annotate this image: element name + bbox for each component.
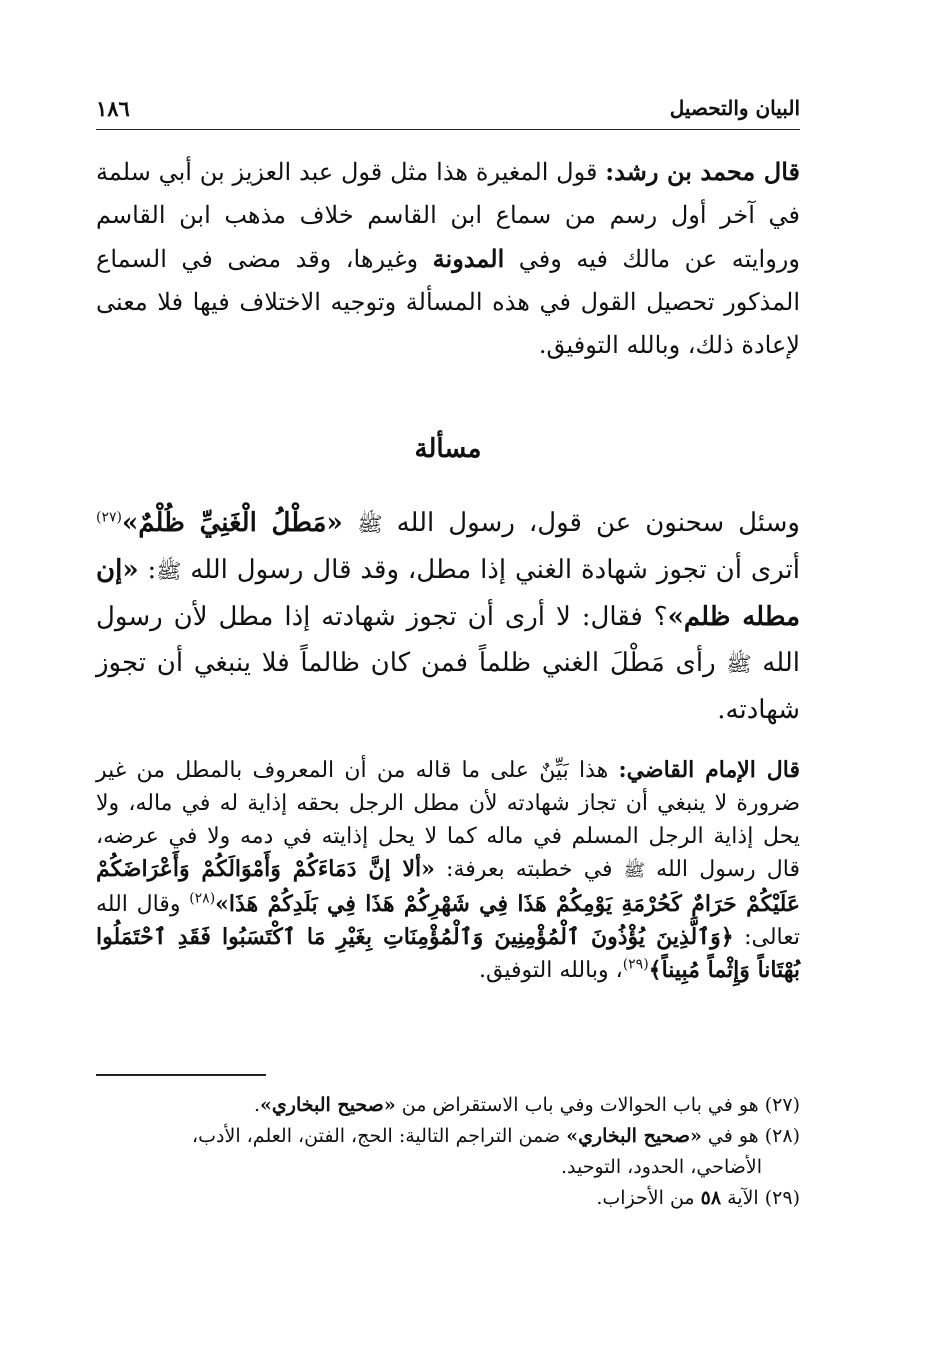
quran-verse: ﴿وَٱلَّذِينَ يُؤْذُونَ ٱلْمُؤْمِنِينَ وَٱلْمُؤْمِنَاتِ بِغَيْرِ مَا ٱكْتَسَبُوا فَقَدِ ٱحْتَمَلُوا بُهْتَاناً وَإِثْماً مُبِيناً﴾ — [96, 924, 800, 983]
paragraph-text: ؟ فقال: لا أرى أن تجوز شهادته إذا مطل لأن رسول الله — [96, 602, 800, 678]
paragraph-commentary-1 — [96, 150, 800, 367]
salutation-glyph: ﷺ — [623, 861, 645, 881]
footnote-29 — [96, 1183, 800, 1214]
running-title: البيان والتحصيل — [669, 96, 800, 120]
hadith-quote: «إن مطله ظلم» — [96, 555, 800, 632]
speaker-label: قال الإمام القاضي: — [618, 757, 801, 783]
page-number: ١٨٦ — [96, 95, 130, 121]
footnote-text: ضمن التراجم التالية: الحج، الفتن، العلم، الأدب، — [192, 1125, 567, 1147]
paragraph-question — [96, 500, 800, 733]
paragraph-text: وقال الله تعالى: — [96, 892, 800, 950]
hadith-quote: «ألا إنَّ دَمَاءَكُمْ وَأَمْوَالَكُمْ وَأَعْرَاضَكُمْ عَلَيْكُمْ حَرَامٌ كَحُرْمَةِ يَوْمِكُمْ هَذَا فِي شَهْرِكُمْ هَذَا فِي بَلَدِكُمْ هَذَا» — [96, 856, 801, 917]
footnote-text: . — [253, 1094, 261, 1116]
footnote-ref-28[interactable]: (٢٨) — [189, 890, 216, 907]
footnote-27 — [96, 1090, 800, 1121]
hadith-quote: «مَطْلُ الْغَنِيِّ ظُلْمٌ» — [121, 508, 358, 538]
paragraph-commentary-2 — [96, 754, 800, 987]
header-rule — [96, 129, 800, 130]
footnote-text: (٢٨) هو في — [701, 1125, 800, 1147]
paragraph-text: أترى أن تجوز شهادة الغني إذا مطل، وقد قال رسول الله — [181, 555, 800, 585]
salutation-glyph: ﷺ — [156, 559, 182, 583]
bold-term: المدونة — [432, 244, 505, 273]
footnote-text: (٢٧) هو في باب الحوالات وفي باب الاستقراض من — [395, 1094, 800, 1116]
footnote-ref-27[interactable]: (٢٧) — [96, 509, 122, 526]
salutation-glyph: ﷺ — [357, 512, 383, 536]
book-page — [96, 88, 800, 1288]
footnotes — [96, 1090, 800, 1214]
salutation-glyph: ﷺ — [726, 652, 752, 676]
verse-number: ٥٨ — [700, 1187, 722, 1209]
footnote-28 — [96, 1121, 800, 1152]
book-title: «صحيح البخاري» — [260, 1094, 396, 1116]
paragraph-text: وغيرها، وقد مضى في السماع المذكور تحصيل القول في هذه المسألة وتوجيه الاختلاف فيها فلا معنى لإعادة ذلك، وبالله التوفيق. — [96, 245, 800, 359]
book-title: «صحيح البخاري» — [566, 1125, 702, 1147]
paragraph-text: قول المغيرة هذا مثل قول عبد العزيز بن أبي سلمة في آخر أول رسم من سماع ابن القاسم خلاف مذهب ابن القاسم وروايته عن مالك فيه وفي — [96, 158, 800, 273]
paragraph-text: وسئل سحنون عن قول، رسول الله — [382, 508, 800, 538]
paragraph-text: ، وبالله التوفيق. — [479, 958, 623, 983]
section-heading: مسألة — [414, 434, 482, 464]
footnote-rule — [96, 1074, 266, 1076]
paragraph-text: هذا بَيِّنٌ على ما قاله من أن المعروف بالمطل من غير ضرورة لا ينبغي أن تجاز شهادته لأن مطل الرجل بحقه إذاية له في ماله، ولا يحل إذاية الرجل المسلم في ماله كما لا يحل إذايته في دمه ولا في عرضه، قال رسول الله — [96, 758, 801, 882]
speaker-label: قال محمد بن رشد: — [605, 157, 801, 186]
footnote-ref-29[interactable]: (٢٩) — [622, 956, 649, 973]
footnote-28-continued: الأضاحي، الحدود، التوحيد. — [560, 1156, 762, 1178]
footnote-text: من الأحزاب. — [596, 1187, 701, 1209]
paragraph-text: في خطبته بعرفة: — [434, 857, 624, 882]
paragraph-text: : — [138, 555, 157, 585]
footnote-text: (٢٩) الآية — [721, 1187, 800, 1209]
paragraph-text: رأى مَطْلَ الغني ظلماً فمن كان ظالماً فلا ينبغي أن تجوز شهادته. — [96, 648, 800, 725]
page-header — [96, 88, 800, 128]
